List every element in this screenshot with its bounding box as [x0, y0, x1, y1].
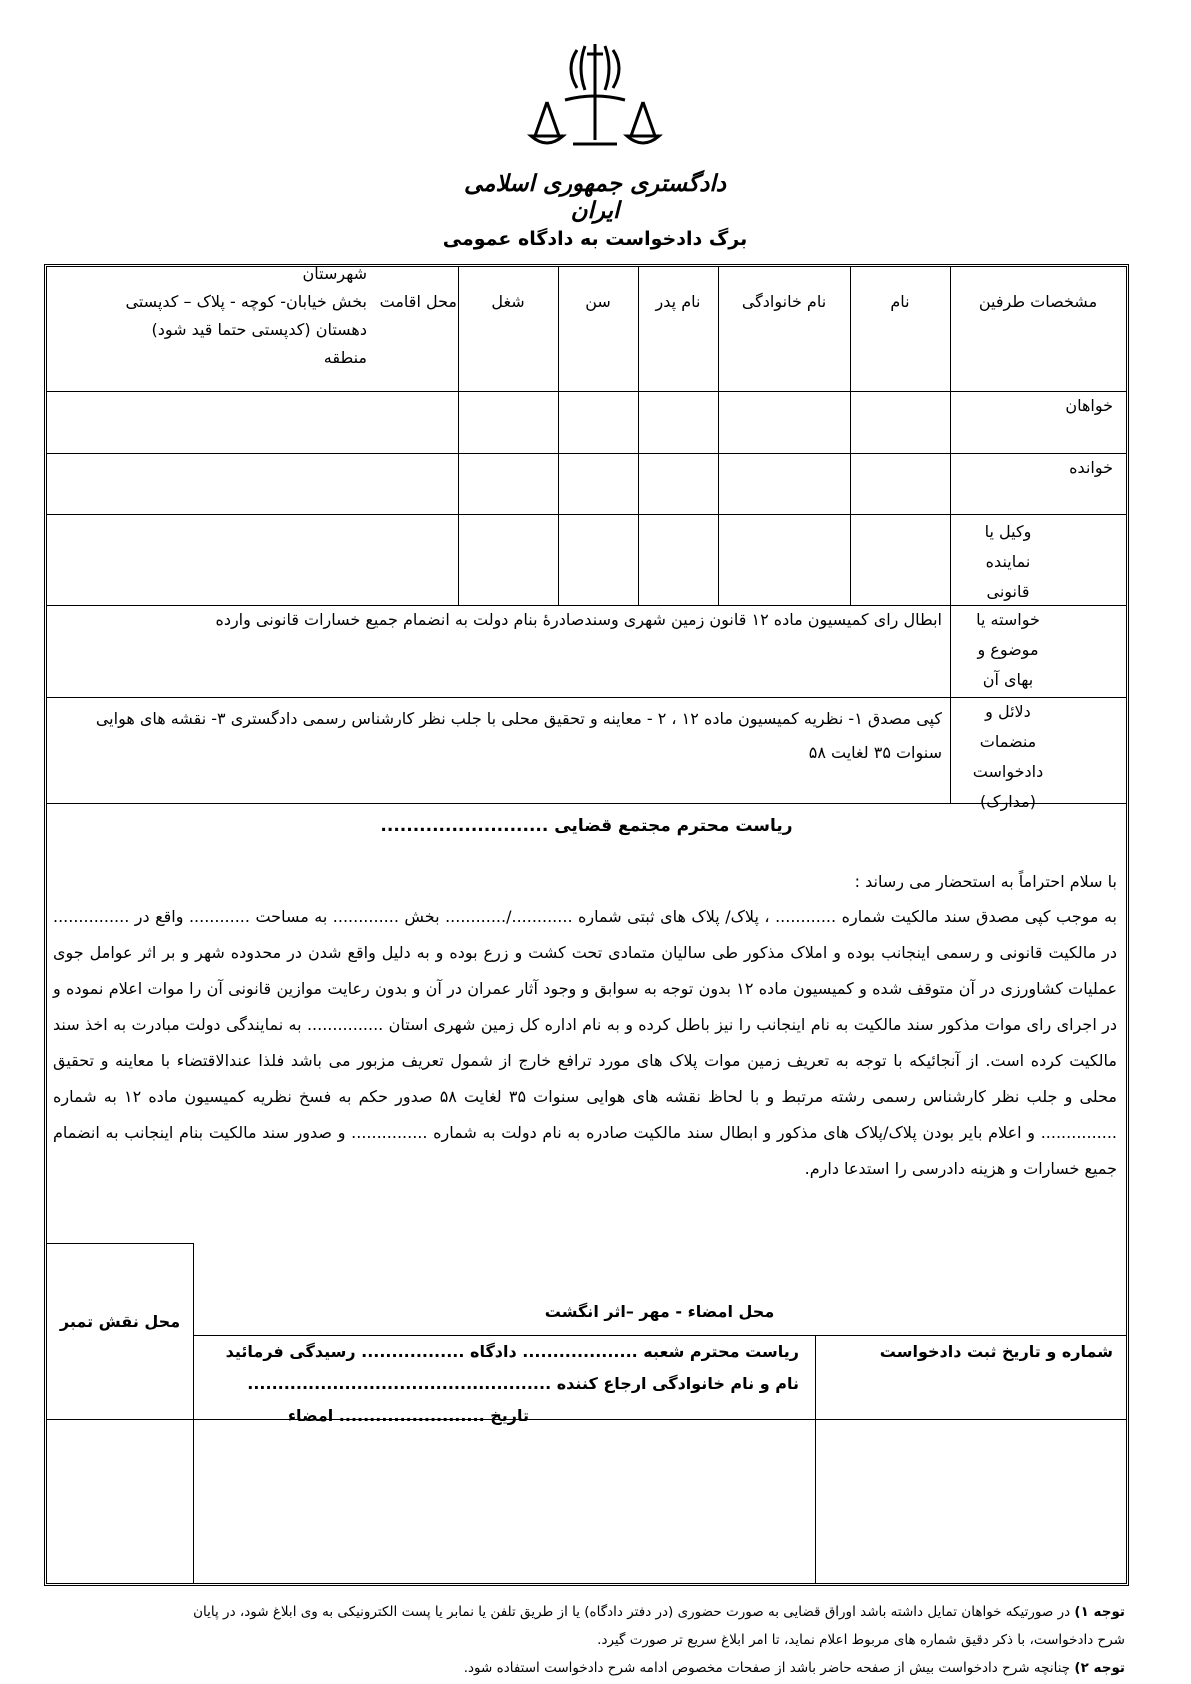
note-1-line-2: شرح دادخواست، با ذکر دقیق شماره های مربوط اعلام نماید، تا امر ابلاغ سریع تر صورت گیرد.	[597, 1632, 1125, 1648]
col-header-family: نام خانوادگی	[741, 292, 827, 311]
form-title: برگ دادخواست به دادگاه عمومی	[442, 228, 748, 250]
evidence-text: کپی مصدق ۱- نظریه کمیسیون ماده ۱۲ ، ۲ - معاینه و تحقیق محلی با جلب نظر کارشناس رسمی دادگستری ۳- نقشه های هوایی سنوات ۳۵ لغایت ۵۸	[95, 709, 942, 762]
registry-date-line: تاریخ ........................ امضاء	[287, 1406, 529, 1425]
col-header-specs: مشخصات طرفین	[978, 292, 1098, 311]
col-header-residence: محل اقامت	[379, 292, 457, 311]
col-header-father: نام پدر	[655, 292, 701, 311]
address-hint-line2: بخش خیابان- کوچه - پلاک – کدپستی	[125, 292, 367, 311]
registry-referrer-line: نام و نام خانوادگی ارجاع کننده ..................................................	[247, 1374, 799, 1393]
col-header-age: سن	[585, 292, 611, 311]
note-2-text: چنانچه شرح دادخواست بیش از صفحه حاضر باشد از صفحات مخصوص ادامه شرح دادخواست استفاده شود.	[463, 1660, 1071, 1676]
note-1-label: توجه ۱)	[1074, 1604, 1125, 1620]
row-label-plaintiff: خواهان	[1065, 396, 1113, 415]
org-name: دادگستری جمهوری اسلامی ایران	[464, 170, 726, 224]
row-label-lawyer: وکیل یا نماینده قانونی	[984, 522, 1032, 601]
note-2-label: توجه ۲)	[1074, 1660, 1125, 1676]
address-hint-line1: شهرستان	[302, 264, 367, 283]
note-1-line-1	[50, 1598, 1125, 1626]
stamp-place: محل نقش تمبر	[59, 1312, 181, 1331]
col-header-name: نام	[890, 292, 910, 311]
form-frame	[44, 264, 1129, 1586]
row-label-defendant: خوانده	[1069, 458, 1113, 477]
col-header-job: شغل	[491, 292, 525, 311]
address-hint-line3: دهستان (کدپستی حتما قید شود)	[151, 320, 367, 339]
signature-place: محل امضاء - مهر –اثر انگشت	[544, 1302, 775, 1321]
evidence-label: دلائل و منضمات دادخواست (مدارک)	[972, 702, 1044, 811]
petition-salutation: با سلام احتراماً به استحضار می رساند :	[854, 872, 1117, 891]
petition-body: به موجب کپی مصدق سند مالکیت شماره ............ ، پلاک/ پلاک های ثبتی شماره ............/............ بخش ............. به مساحت ............ واقع در ............... در مالکیت قانونی و رسمی اینجانب بوده و املاک مذکور طی سالیان متمادی تحت کشت و زرع بوده و به دلیل واقع شدن در محدوده شهر و بر اثر عوامل جوی عملیات کشاورزی در آن متوقف شده و کمیسیون ماده ۱۲ بدون توجه به سوابق و وجود آثار عمران در آن و بدون رعایت موازین قانونی آن را موات اعلام نموده و در اجرای رای موات مذکور سند مالکیت به نام اینجانب را نیز باطل کرده و به نام اداره کل زمین شهری استان ............... به نمایندگی دولت مبادرت به اخذ سند مالکیت کرده است. از آنجائیکه با توجه به تعریف زمین موات پلاک های مورد ترافع خارج از شمول تعریف مزبور می باشد فلذا عندالاقتضاء با معاینه و تحقیق محلی و جلب نظر کارشناس رسمی رشته مرتبط و با لحاظ نقشه های هوایی سنوات ۳۵ لغایت ۵۸ صدور حکم به فسخ نظریه کمیسیون ماده ۱۲ به شماره ............... و اعلام بایر بودن پلاک/پلاک های مذکور و ابطال سند مالکیت صادره به نام دولت به شماره ............... و صدور سند مالکیت بنام اینجانب به انضمام جمیع خسارات و هزینه دادرسی را استدعا دارم.	[53, 907, 1118, 1178]
note-2	[50, 1654, 1125, 1682]
claim-text: ابطال رای کمیسیون ماده ۱۲ قانون زمین شهری وسندصادرهٔ بنام دولت به انضمام جمیع خسارات قانونی وارده	[215, 610, 942, 629]
footnotes	[50, 1598, 1125, 1682]
petition-heading: ریاست محترم مجتمع قضایی ..........................	[380, 816, 793, 836]
registry-branch-line: ریاست محترم شعبه ................... دادگاه ................. رسیدگی فرمائید	[225, 1342, 799, 1361]
registry-label: شماره و تاریخ ثبت دادخواست	[879, 1342, 1113, 1361]
note-1-text: در صورتیکه خواهان تمایل داشته باشد اوراق قضایی به صورت حضوری (در دفتر دادگاه) یا از طریق تلفن یا نمابر یا پست الکترونیکی به وی ابلاغ شود، در پایان	[193, 1604, 1071, 1620]
address-hint-line4: منطقه	[323, 348, 367, 367]
iran-emblem-scales-icon	[525, 40, 665, 160]
claim-label: خواسته یا موضوع و بهای آن	[976, 610, 1040, 689]
